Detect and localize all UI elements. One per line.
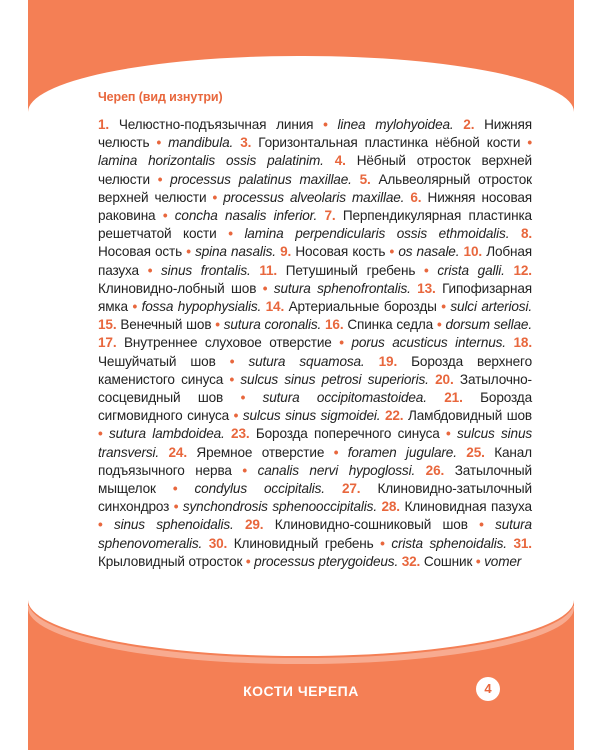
bullet-dot-icon: • (229, 371, 235, 387)
term-latin: concha nasalis inferior. (174, 208, 318, 224)
bullet-dot-icon: • (389, 244, 395, 260)
term-number: 24. (168, 444, 187, 460)
term-number: 30. (208, 535, 228, 551)
term-latin: porus acusticus internus. (351, 335, 506, 351)
term-russian: Канал подъязычного нерва (98, 444, 532, 478)
term-russian: Борозда сигмовидного синуса (98, 390, 532, 424)
term-latin: foramen jugulare. (347, 444, 457, 460)
bullet-dot-icon: • (475, 553, 481, 569)
term-latin: sinus frontalis. (161, 262, 251, 278)
bullet-dot-icon: • (186, 244, 191, 260)
bullet-dot-icon: • (212, 189, 218, 205)
bullet-dot-icon: • (333, 444, 339, 460)
term-russian: Клиновидно-сошниковый шов (274, 517, 468, 533)
term-latin: dorsum sellae. (445, 317, 532, 333)
term-russian: Венечный шов (120, 317, 212, 333)
term-number: 9. (280, 244, 292, 260)
bullet-dot-icon: • (172, 481, 178, 497)
term-latin: synchondrosis sphenooccipitalis. (182, 499, 377, 515)
term-number: 25. (466, 444, 485, 460)
term-russian: Яремное отверстие (196, 444, 325, 460)
term-russian: Крыловидный отросток (98, 553, 243, 569)
term-russian: Нижняя челюсть (98, 117, 532, 151)
bullet-dot-icon: • (436, 317, 442, 333)
term-entry (266, 299, 532, 314)
term-latin: canalis nervi hypoglossi. (257, 462, 416, 478)
term-number: 32. (401, 553, 421, 569)
bullet-dot-icon: • (147, 262, 153, 278)
term-number: 17. (98, 335, 117, 351)
term-russian: Горизонтальная пластинка нёбной кости (258, 135, 521, 151)
term-number: 15. (98, 317, 117, 333)
term-russian: Спинка седла (347, 317, 434, 333)
bullet-dot-icon: • (527, 135, 532, 151)
term-russian: Носовая кость (295, 244, 386, 260)
term-number: 26. (425, 462, 445, 478)
term-number: 23. (231, 426, 250, 442)
term-latin: processus palatinus maxillae. (170, 171, 352, 187)
term-latin: sulci arteriosi. (450, 299, 532, 315)
term-russian: Нижняя носовая раковина (98, 189, 532, 224)
term-russian: Альвеолярный отросток верхней челюсти (98, 171, 532, 205)
term-number: 12. (513, 262, 532, 278)
bullet-dot-icon: • (245, 553, 251, 569)
term-russian: Клиновидно-затылочный синхондроз (98, 481, 532, 515)
bullet-dot-icon: • (98, 426, 103, 442)
section-title: Череп (вид изнутри) (98, 90, 223, 104)
term-latin: sulcus sinus sigmoidei. (242, 408, 381, 424)
term-entry (98, 335, 506, 350)
term-latin: os nasale. (398, 244, 460, 260)
term-latin: sutura squamosa. (248, 353, 365, 369)
term-latin: sulcus sinus petrosi superioris. (240, 371, 429, 387)
term-number: 4. (334, 153, 346, 169)
term-number: 8. (520, 226, 532, 242)
term-russian: Петушиный гребень (285, 262, 416, 278)
bullet-dot-icon: • (157, 171, 163, 187)
term-russian: Артериальные борозды (288, 299, 437, 315)
term-entry (402, 554, 521, 569)
bullet-dot-icon: • (233, 408, 239, 424)
bullet-dot-icon: • (479, 517, 484, 533)
term-latin: linea mylohyoidea. (337, 117, 454, 132)
term-latin: sutura coronalis. (223, 317, 322, 333)
bullet-dot-icon: • (242, 462, 247, 478)
term-russian: Борозда поперечного синуса (255, 426, 440, 442)
term-latin: sinus sphenoidalis. (113, 517, 234, 533)
term-number: 2. (463, 117, 475, 132)
term-number: 27. (341, 481, 361, 497)
term-russian: Клиновидно-лобный шов (98, 280, 257, 296)
term-russian: Сошник (423, 553, 473, 569)
bullet-dot-icon: • (262, 280, 268, 296)
term-entry (98, 117, 454, 132)
bullet-dot-icon: • (441, 299, 446, 315)
bullet-dot-icon: • (228, 226, 233, 242)
term-russian: Затылочный мыщелок (98, 462, 532, 497)
term-latin: sutura sphenovomeralis. (98, 517, 532, 551)
term-number: 1. (98, 117, 110, 132)
bullet-dot-icon: • (339, 335, 344, 351)
term-number: 31. (513, 535, 532, 551)
term-entry (169, 445, 457, 460)
term-russian: Чешуйчатый шов (98, 353, 216, 369)
term-russian: Ламбдовидный шов (408, 408, 532, 424)
bullet-dot-icon: • (162, 208, 168, 224)
bullet-dot-icon: • (446, 426, 451, 442)
bullet-dot-icon: • (156, 135, 162, 151)
page-card (28, 0, 574, 750)
bullet-dot-icon: • (173, 499, 179, 515)
term-russian: Носовая ость (98, 244, 183, 260)
bullet-dot-icon: • (240, 390, 246, 406)
term-entry (280, 244, 459, 259)
term-entry (259, 263, 504, 278)
bullet-dot-icon: • (215, 317, 220, 333)
term-russian: Гипофизарная ямка (98, 280, 532, 315)
term-latin: fossa hypophysialis. (141, 299, 262, 315)
term-russian: Клиновидная пазуха (404, 499, 532, 515)
term-number: 10. (463, 244, 482, 260)
term-latin: sutura occipitomastoidea. (262, 390, 427, 406)
term-number: 6. (410, 189, 422, 205)
footer-title: КОСТИ ЧЕРЕПА (243, 683, 359, 699)
term-latin: vomer (484, 553, 522, 569)
term-russian: Затылочно-сосцевидный шов (98, 371, 532, 406)
term-latin: lamina horizontalis ossis palatinim. (98, 153, 324, 169)
term-russian: Борозда верхнего каменистого синуса (98, 353, 532, 387)
term-latin: mandibula. (168, 135, 234, 151)
term-latin: sulcus sinus transversi. (98, 426, 532, 460)
term-number: 5. (359, 171, 371, 187)
term-number: 22. (384, 408, 404, 424)
term-russian: Лобная пазуха (98, 244, 532, 278)
term-number: 3. (240, 135, 252, 151)
term-latin: crista galli. (437, 262, 505, 278)
bullet-dot-icon: • (132, 299, 138, 315)
term-number: 16. (325, 317, 344, 333)
term-latin: crista sphenoidalis. (391, 535, 507, 551)
bullet-dot-icon: • (424, 262, 429, 278)
term-latin: processus pterygoideus. (254, 553, 399, 569)
term-number: 7. (324, 208, 336, 224)
term-number: 28. (381, 499, 400, 515)
term-russian: Челюстно-подъязычная линия (118, 117, 314, 132)
terms-paragraph (98, 116, 532, 571)
bullet-dot-icon: • (229, 353, 235, 369)
term-number: 19. (378, 353, 398, 369)
term-number: 29. (244, 517, 264, 533)
bullet-dot-icon: • (323, 117, 328, 132)
term-russian: Перпендикулярная пластинка решетчатой кости (98, 208, 532, 242)
bullet-dot-icon: • (98, 517, 103, 533)
term-latin: sutura lambdoidea. (108, 426, 225, 442)
term-russian: Клиновидный гребень (233, 535, 374, 551)
term-number: 18. (513, 335, 532, 351)
term-number: 20. (435, 371, 454, 387)
term-latin: spina nasalis. (195, 244, 276, 260)
panel-highlight (28, 600, 574, 658)
term-entry (325, 317, 532, 332)
term-entry (209, 536, 507, 551)
term-entry (98, 317, 321, 332)
term-latin: sutura sphenofrontalis. (273, 280, 411, 296)
term-latin: condylus occipitalis. (194, 481, 325, 497)
term-number: 14. (265, 299, 285, 315)
term-number: 11. (259, 262, 278, 278)
page-number-badge: 4 (476, 677, 500, 701)
term-russian: Нёбный отросток верхней челюсти (98, 153, 532, 187)
term-number: 13. (417, 280, 436, 296)
term-number: 21. (444, 390, 463, 406)
term-latin: processus alveolaris maxillae. (223, 189, 405, 205)
term-latin: lamina perpendicularis ossis ethmoidalis. (244, 226, 510, 242)
bullet-dot-icon: • (380, 535, 385, 551)
term-russian: Внутреннее слуховое отверстие (124, 335, 332, 351)
content-area (98, 90, 532, 571)
